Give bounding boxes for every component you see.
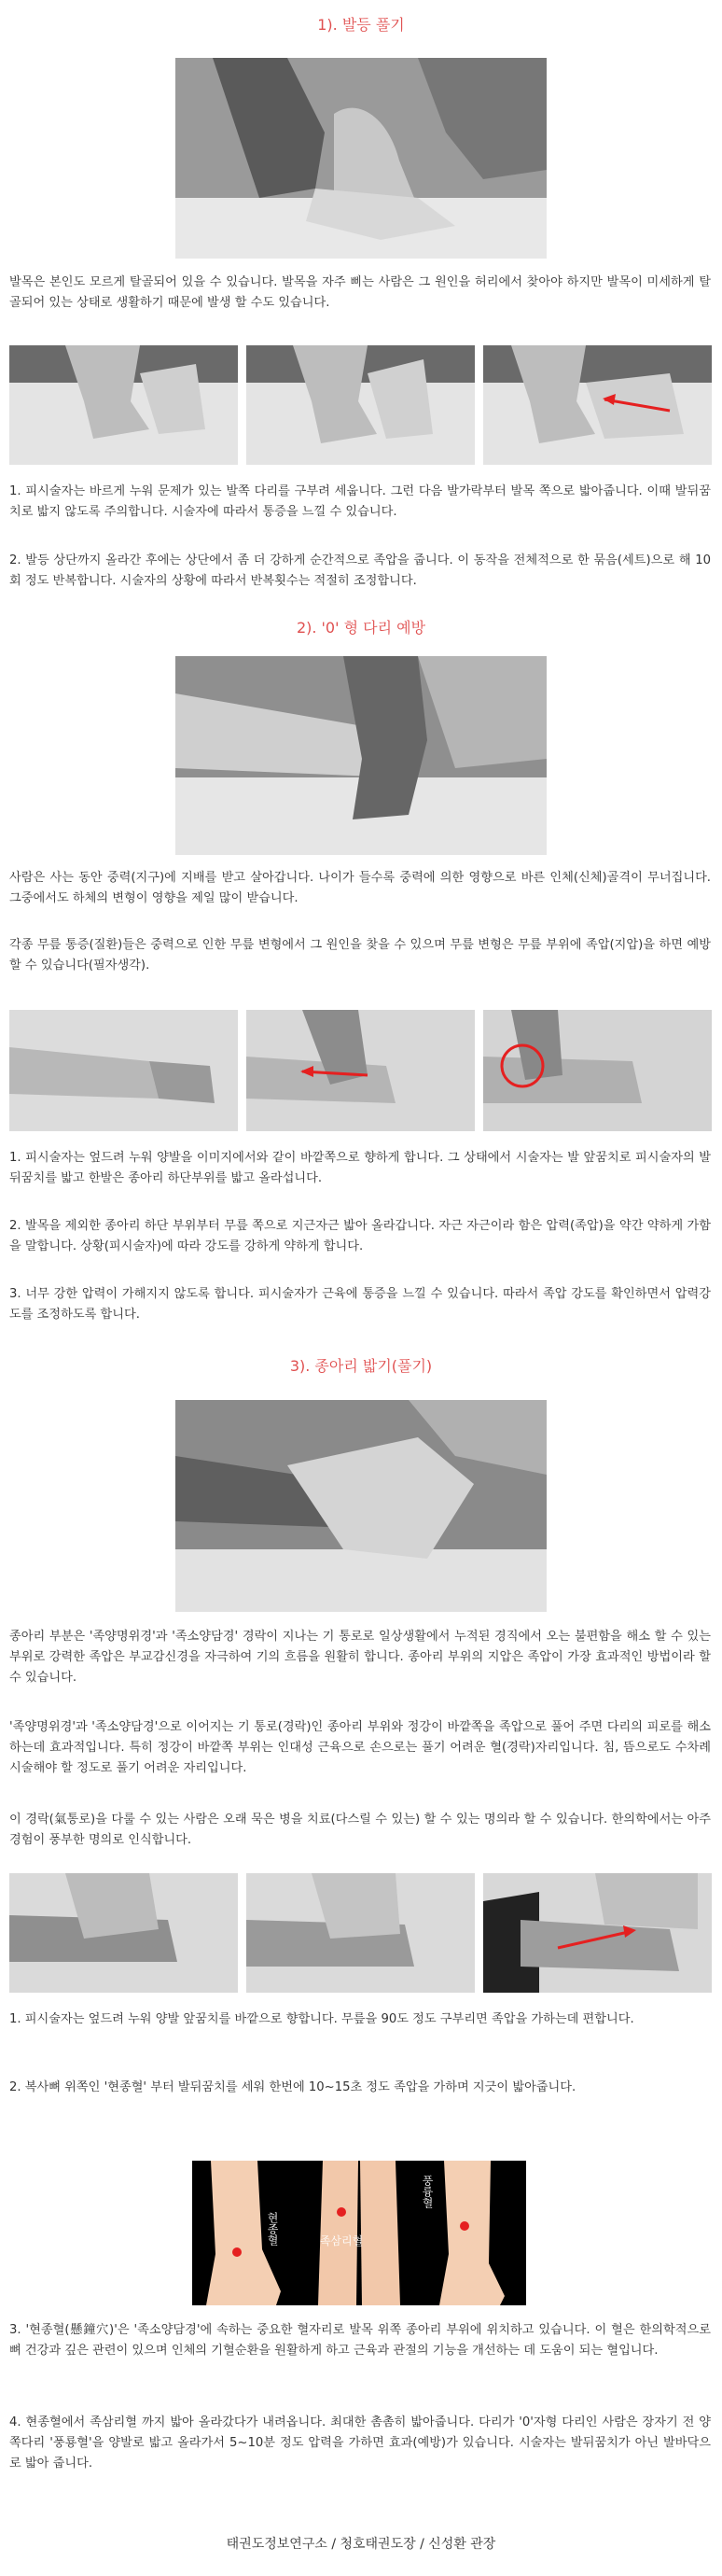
section-1-step-photo-3 <box>483 345 712 465</box>
section-3-step-4: 4. 현종혈에서 족삼리혈 까지 밟아 올라갔다가 내려옵니다. 최대한 촘촘히 밟아줍니다. 다리가 '0'자형 다리인 사람은 장자기 전 양쪽다리 '풍룡혈'을 양발로 밟고 올라가서 5~10분 정도 압력을 가하면 효과(예방)가 있습니다. 시술자는 발뒤꿈치가 아닌 발바닥으로 밟아 줍니다. <box>9 2415 711 2471</box>
section-1-intro: 발목은 본인도 모르게 탈골되어 있을 수 있습니다. 발목을 자주 삐는 사람은 그 원인을 허리에서 찾아야 하지만 발목이 미세하게 탈골되어 있는 상태로 생활하기 때문에 발생 할 수도 있습니다. <box>9 275 711 310</box>
joksamni-label: 족삼리혈 <box>319 2234 364 2247</box>
section-3-meridian-note: '족양명위경'과 '족소양담경'으로 이어지는 기 통로(경락)인 종아리 부위와 정강이 바깥쪽을 족압으로 풀어 주면 다리의 피로를 해소하는데 효과적입니다. 특히 정강이 바깥쪽 부위는 인대성 근육으로 손으로는 풀기 어려운 혈(경락)자리입니다. 침, 뜸으로도 수차례 시술해야 할 정도로 풀기 어려운 자리입니다. <box>9 1720 711 1775</box>
section-3-step-photo-1 <box>9 1873 238 1993</box>
section-1-main-photo <box>175 58 547 259</box>
footer-credit: 태권도정보연구소 / 청호태권도장 / 신성환 관장 <box>226 2537 496 2552</box>
section-1-step-2: 2. 발등 상단까지 올라간 후에는 상단에서 좀 더 강하게 순간적으로 족압을 줍니다. 이 동작을 전체적으로 한 묶음(세트)으로 해 10회 정도 반복합니다. 시술자의 상황에 따라서 반복횟수는 적절히 조정합니다. <box>9 553 711 588</box>
section-3-step-3: 3. '현종혈(懸鐘穴)'은 '족소양담경'에 속하는 중요한 혈자리로 발목 위쪽 종아리 부위에 위치하고 있습니다. 이 혈은 한의학적으로 뼈 건강과 깊은 관련이 있으며 인체의 기혈순환을 원활하게 하고 근육과 관절의 기능을 개선하는 데 도움이 되는 혈입니다. <box>9 2323 711 2358</box>
section-2-step-3: 3. 너무 강한 압력이 가해지지 않도록 합니다. 피시술자가 근육에 통증을 느낄 수 있습니다. 따라서 족압 강도를 확인하면서 압력강도를 조정하도록 합니다. <box>9 1287 711 1322</box>
acupoint-diagram <box>192 2161 526 2305</box>
section-1-heading: 1). 발등 풀기 <box>317 16 405 34</box>
section-2-heading: 2). '0' 형 다리 예방 <box>296 619 426 637</box>
hyeonjong-label: 현종혈 <box>266 2212 279 2246</box>
section-3-intro: 종아리 부분은 '족양명위경'과 '족소양담경' 경락이 지나는 기 통로로 일상생활에서 누적된 경직에서 오는 불편함을 해소 할 수 있는 부위로 강력한 족압은 부교감신경을 자극하여 기의 흐름을 원활히 합니다. 종아리 부위의 지압은 족압이 가장 효과적인 방법이라 할 수 있습니다. <box>9 1630 711 1685</box>
section-3-heading: 3). 종아리 밟기(풀기) <box>289 1357 433 1375</box>
section-3-step-1: 1. 피시술자는 엎드려 누워 양발 앞꿈치를 바깥으로 향합니다. 무릎을 90도 정도 구부리면 족압을 가하는데 편합니다. <box>9 2012 634 2026</box>
section-1-step-photo-1 <box>9 345 238 465</box>
pungryung-label: 풍륭혈 <box>421 2175 434 2208</box>
section-3-main-photo <box>175 1400 547 1612</box>
section-2-main-photo <box>175 656 547 855</box>
section-3-step-photo-2 <box>246 1873 475 1993</box>
pungryung-point-marker <box>460 2221 469 2231</box>
section-2-intro: 사람은 사는 동안 중력(지구)에 지배를 받고 살아갑니다. 나이가 들수록 중력에 의한 영향으로 바른 인체(신체)골격이 무너집니다. 그중에서도 하체의 변형이 영향을 제일 많이 받습니다. <box>9 871 711 905</box>
joksamni-point-marker <box>337 2207 346 2217</box>
section-2-step-2: 2. 발목을 제외한 종아리 하단 부위부터 무릎 쪽으로 지근자근 밟아 올라갑니다. 자근 자근이라 함은 압력(족압)을 약간 약하게 가함을 말합니다. 상황(피시술자)에 따라 강도를 강하게 약하게 합니다. <box>9 1219 711 1253</box>
section-2-knee-note: 각종 무릎 통증(질환)들은 중력으로 인한 무릎 변형에서 그 원인을 찾을 수 있으며 무릎 변형은 무릎 부위에 족압(지압)을 하면 예방 할 수 있습니다(필자생각). <box>9 938 711 973</box>
hyeonjong-point-marker <box>232 2247 242 2257</box>
section-2-step-photo-1 <box>9 1010 238 1131</box>
section-2-step-1: 1. 피시술자는 엎드려 누워 양발을 이미지에서와 같이 바깥쪽으로 향하게 합니다. 그 상태에서 시술자는 발 앞꿈치로 피시술자의 발뒤꿈치를 밟고 한발은 종아리 하단부위를 밟고 올라섭니다. <box>9 1151 711 1185</box>
section-3-healer-note: 이 경락(氣통로)을 다룰 수 있는 사람은 오래 묵은 병을 치료(다스릴 수 있는) 할 수 있는 명의라 할 수 있습니다. 한의학에서는 아주 경험이 풍부한 명의로 인식합니다. <box>9 1813 711 1847</box>
section-3-step-2: 2. 복사뼈 위쪽인 '현종혈' 부터 발뒤꿈치를 세워 한번에 10~15초 정도 족압을 가하며 지긋이 밟아줍니다. <box>9 2080 576 2094</box>
section-1-step-1: 1. 피시술자는 바르게 누워 문제가 있는 발쪽 다리를 구부려 세웁니다. 그런 다음 발가락부터 발목 쪽으로 밟아줍니다. 이때 발뒤꿈치로 밟지 않도록 주의합니다. 시술자에 따라서 통증을 느낄 수 있습니다. <box>9 484 711 519</box>
section-2-step-photo-3 <box>483 1010 712 1131</box>
section-1-step-photo-2 <box>246 345 475 465</box>
section-3-step-photo-3 <box>483 1873 712 1993</box>
section-2-step-photo-2 <box>246 1010 475 1131</box>
